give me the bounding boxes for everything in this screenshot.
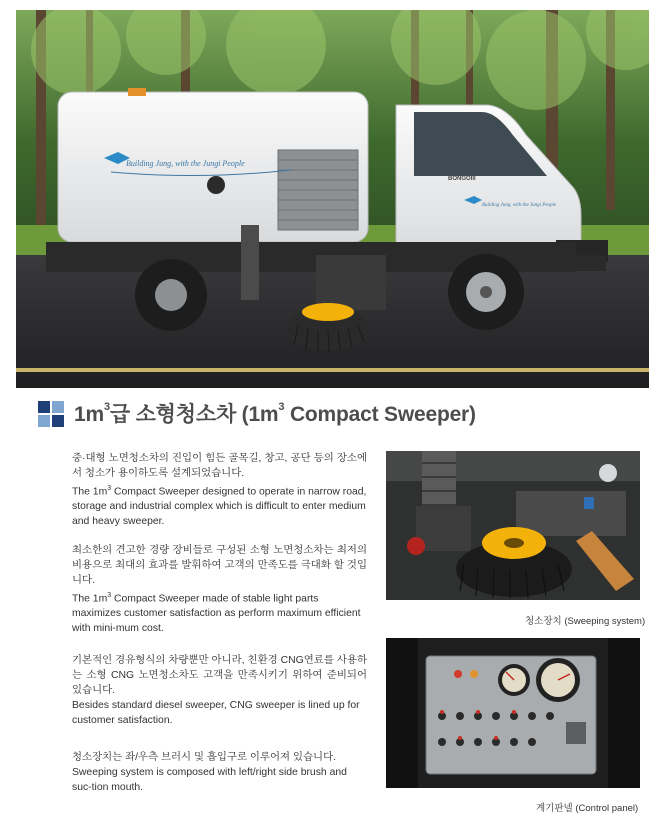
paragraph-4-korean: 청소장치는 좌/우측 브러시 및 흡입구로 이루어져 있습니다. <box>72 752 336 763</box>
paragraph-2 <box>72 543 367 636</box>
control-panel-photo <box>386 638 640 788</box>
paragraph-2-korean: 최소한의 견고한 경량 장비들로 구성된 소형 노면청소차는 최저의 비용으로 최대의 효과를 발휘하여 고객의 만족도를 극대화 할 것입니다. <box>72 545 367 586</box>
paragraph-2-english: The $1m^3$ Compact Sweeper made of stable light parts maximizes customer satisfaction as perform maximum efficient with mini-mum cost. <box>72 592 361 635</box>
truck-slogan-text: Building Jung, with the Jungi People <box>126 159 245 168</box>
control-panel-caption: 계기판넬 (Control panel) <box>536 803 639 814</box>
paragraph-4-english: Sweeping system is composed with left/right side brush and suc-tion mouth. <box>72 767 347 793</box>
hero-truck-photo <box>16 10 649 388</box>
paragraph-4 <box>72 750 367 795</box>
paragraph-1 <box>72 451 367 529</box>
paragraph-1-english: The $1m^3$ Compact Sweeper designed to operate in narrow road, storage and industrial complex which is difficult to enter medium and heavy sweeper. <box>72 485 367 528</box>
truck-badge-text: BONGOIII <box>448 176 476 182</box>
svg-text:Building Jung, with the Jungi: Building Jung, with the Jungi People <box>482 203 557 208</box>
paragraph-1-korean: 중·대형 노면청소차의 진입이 힘든 골목길, 창고, 공단 등의 장소에서 청소가 용이하도록 설계되었습니다. <box>72 453 367 479</box>
section-title: $1m^3$급 소형청소차 ($1m^3$ Compact Sweeper) <box>74 401 476 426</box>
sweeping-system-caption: 청소장치 (Sweeping system) <box>525 616 646 627</box>
paragraph-3 <box>72 653 367 728</box>
title-squares-icon <box>38 401 64 427</box>
paragraph-3-english: Besides standard diesel sweeper, CNG sweeper is lined up for customer satisfaction. <box>72 700 360 726</box>
sweeping-system-photo <box>386 451 640 600</box>
paragraph-3-korean: 기본적인 경유형식의 차량뿐만 아니라, 친환경 CNG연료를 사용하는 소형 CNG 노면청소차도 고객을 만족시키기 위하여 준비되어 있습니다. <box>72 655 367 696</box>
